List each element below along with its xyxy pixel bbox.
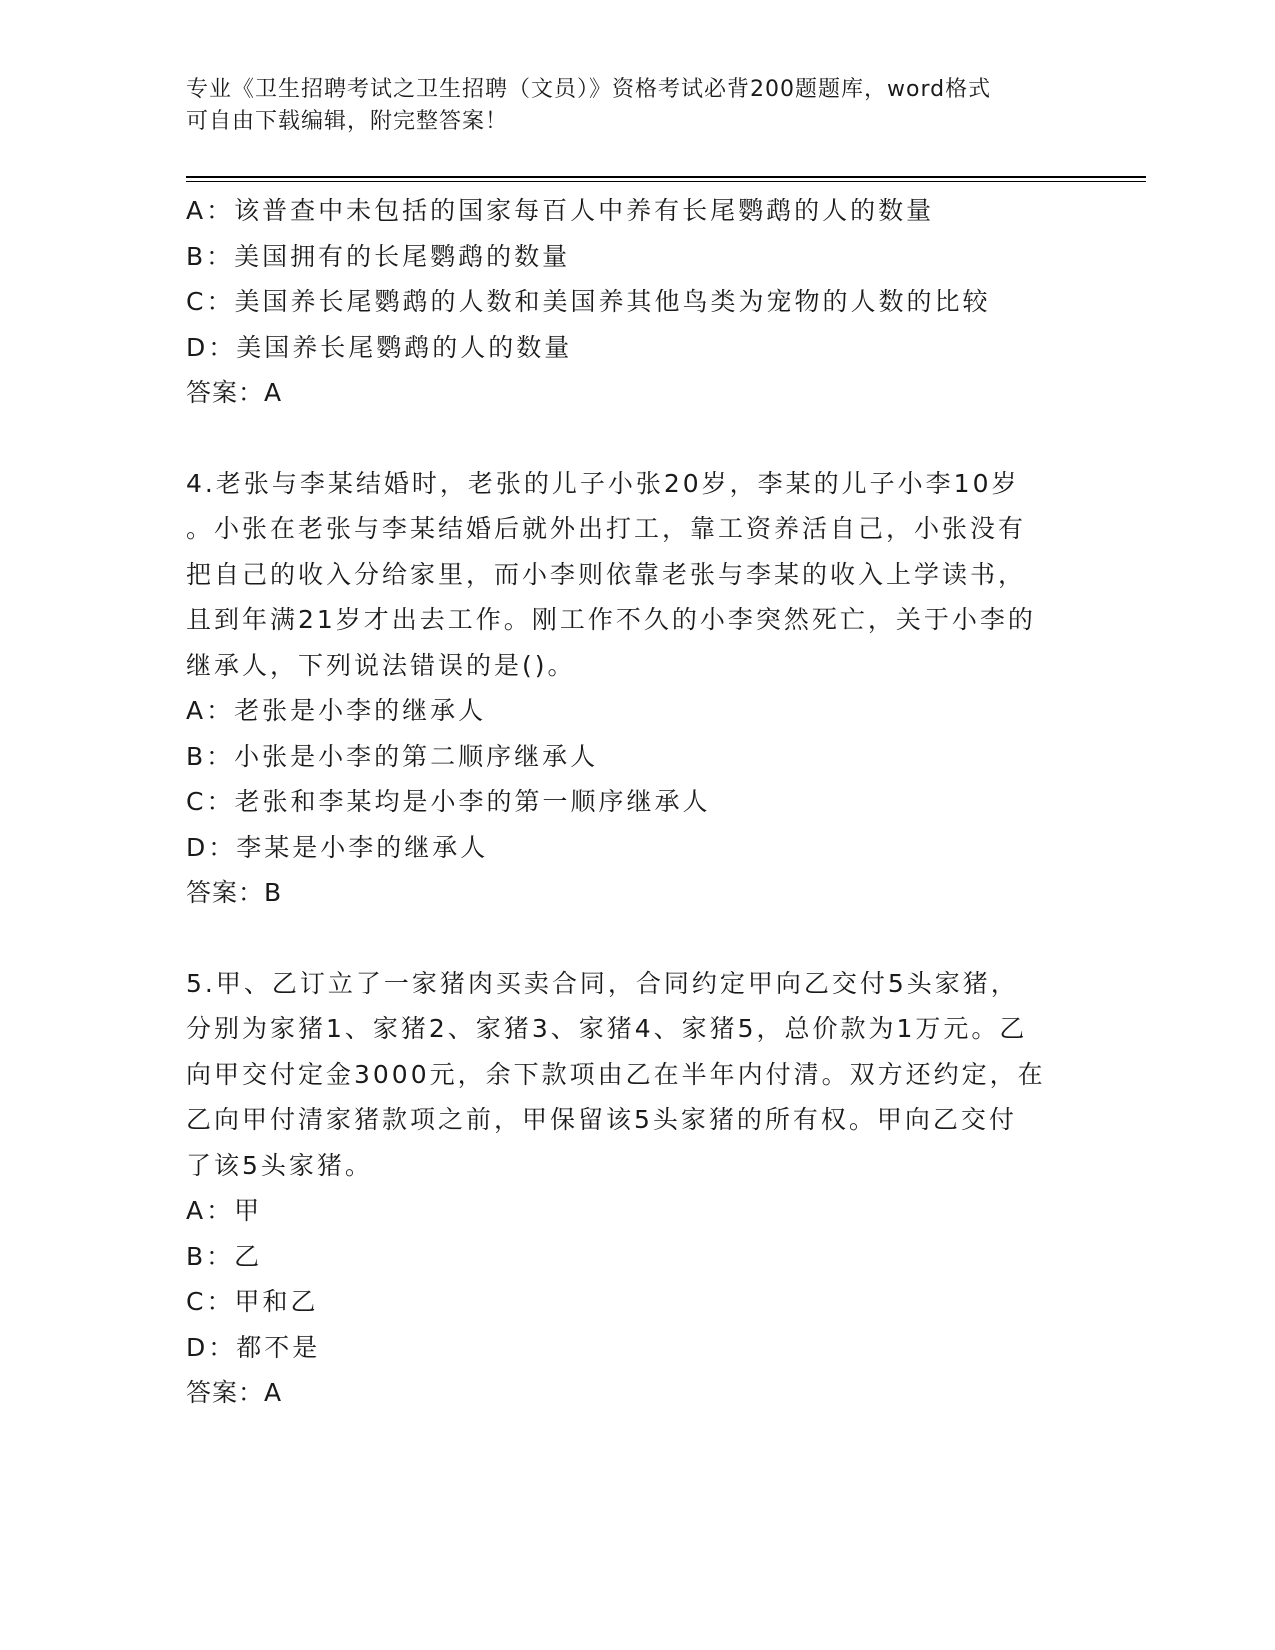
spacer: [186, 916, 1086, 961]
q3-option-c: C：美国养长尾鹦鹉的人数和美国养其他鸟类为宠物的人数的比较: [186, 287, 991, 316]
q4-stem-line: 继承人，下列说法错误的是()。: [186, 650, 576, 680]
header-divider-thick: [186, 176, 1146, 178]
q4-stem-line: 且到年满21岁才出去工作。刚工作不久的小李突然死亡，关于小李的: [186, 605, 1036, 634]
question-5-block: [186, 961, 1086, 1416]
q4-option-d: D：李某是小李的继承人: [186, 832, 489, 862]
header-title-line-1: 专业《卫生招聘考试之卫生招聘（文员）》资格考试必背200题题库，word格式: [186, 77, 992, 102]
q4-option-b: B：小张是小李的第二顺序继承人: [186, 741, 599, 771]
q4-stem-line: 4.老张与李某结婚时，老张的儿子小张20岁，李某的儿子小李10岁: [186, 468, 1020, 498]
q5-option-c: C：甲和乙: [186, 1287, 319, 1316]
q5-stem-line: 了该5头家猪。: [186, 1150, 373, 1180]
q4-stem-line: 。小张在老张与李某结婚后就外出打工，靠工资养活自己，小张没有: [186, 514, 1027, 543]
q5-option-a: A：甲: [186, 1196, 263, 1225]
q3-answer: 答案：A: [186, 378, 283, 407]
document-header: [186, 74, 1066, 138]
q5-stem-line: 乙向甲付清家猪款项之前，甲保留该5头家猪的所有权。甲向乙交付: [186, 1105, 1017, 1134]
q5-stem-line: 5.甲、乙订立了一家猪肉买卖合同，合同约定甲向乙交付5头家猪，: [186, 968, 1019, 998]
question-4-block: [186, 461, 1086, 916]
question-3-block: [186, 188, 1086, 416]
q5-answer: 答案：A: [186, 1378, 283, 1407]
q5-option-b: B：乙: [186, 1241, 263, 1271]
q4-option-c: C：老张和李某均是小李的第一顺序继承人: [186, 787, 711, 816]
header-divider-thin: [186, 181, 1146, 182]
q3-option-b: B：美国拥有的长尾鹦鹉的数量: [186, 241, 571, 271]
header-title-line-2: 可自由下载编辑，附完整答案！: [186, 109, 509, 134]
question-list: [186, 188, 1086, 1416]
spacer: [186, 416, 1086, 461]
q4-answer: 答案：B: [186, 878, 283, 907]
q3-option-a: A：该普查中未包括的国家每百人中养有长尾鹦鹉的人的数量: [186, 196, 935, 225]
q5-stem-line: 分别为家猪1、家猪2、家猪3、家猪4、家猪5，总价款为1万元。乙: [186, 1014, 1028, 1043]
q4-option-a: A：老张是小李的继承人: [186, 696, 487, 725]
q5-option-d: D：都不是: [186, 1332, 321, 1362]
q4-stem-line: 把自己的收入分给家里，而小李则依靠老张与李某的收入上学读书，: [186, 559, 1027, 589]
q3-option-d: D：美国养长尾鹦鹉的人的数量: [186, 332, 573, 362]
q5-stem-line: 向甲交付定金3000元，余下款项由乙在半年内付清。双方还约定，在: [186, 1059, 1046, 1089]
